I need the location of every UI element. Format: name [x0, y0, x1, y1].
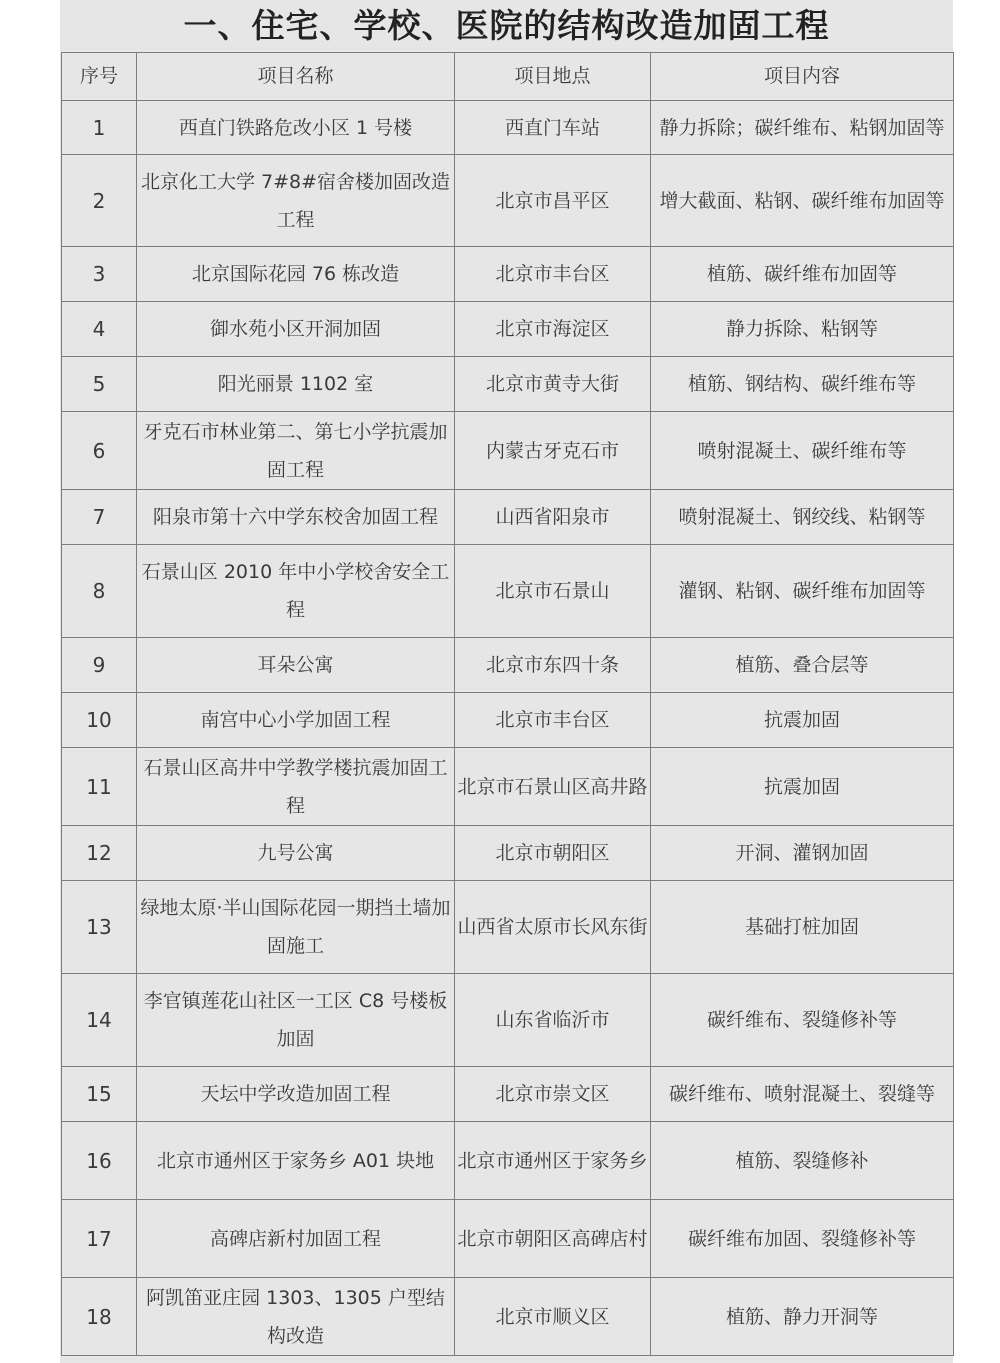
cell-project-name: 阿凯笛亚庄园 1303、1305 户型结构改造: [137, 1278, 455, 1356]
cell-index: 17: [62, 1200, 137, 1278]
cell-index: 12: [62, 826, 137, 881]
table-row: [62, 881, 954, 974]
cell-index: 13: [62, 881, 137, 974]
cell-index: 1: [62, 101, 137, 155]
cell-index: 7: [62, 490, 137, 545]
header-index: 序号: [62, 53, 137, 101]
page-title: 一、住宅、学校、医院的结构改造加固工程: [183, 6, 830, 45]
table-row: [62, 974, 954, 1067]
cell-project-location: 北京市通州区于家务乡: [455, 1122, 651, 1200]
cell-project-content: 静力拆除、粘钢等: [651, 302, 954, 357]
table-row: [62, 155, 954, 247]
cell-index: 6: [62, 412, 137, 490]
cell-project-content: 增大截面、粘钢、碳纤维布加固等: [651, 155, 954, 247]
cell-project-location: 北京市昌平区: [455, 155, 651, 247]
cell-project-content: 植筋、钢结构、碳纤维布等: [651, 357, 954, 412]
cell-project-content: 植筋、静力开洞等: [651, 1278, 954, 1356]
cell-project-content: 植筋、碳纤维布加固等: [651, 247, 954, 302]
cell-project-content: 碳纤维布、裂缝修补等: [651, 974, 954, 1067]
table-row: [62, 1067, 954, 1122]
cell-project-content: 植筋、叠合层等: [651, 638, 954, 693]
project-table: [61, 52, 954, 1356]
cell-index: 4: [62, 302, 137, 357]
table-header-row: [62, 53, 954, 101]
cell-project-name: 北京化工大学 7#8#宿舍楼加固改造工程: [137, 155, 455, 247]
cell-project-location: 山西省阳泉市: [455, 490, 651, 545]
cell-project-location: 北京市朝阳区高碑店村: [455, 1200, 651, 1278]
table-row: [62, 1278, 954, 1356]
cell-index: 11: [62, 748, 137, 826]
table-row: [62, 1122, 954, 1200]
cell-project-location: 北京市黄寺大街: [455, 357, 651, 412]
header-project-name: 项目名称: [137, 53, 455, 101]
cell-project-content: 基础打桩加固: [651, 881, 954, 974]
cell-index: 9: [62, 638, 137, 693]
cell-project-name: 石景山区 2010 年中小学校舍安全工程: [137, 545, 455, 638]
table-row: [62, 1200, 954, 1278]
header-project-location: 项目地点: [455, 53, 651, 101]
table-row: [62, 638, 954, 693]
cell-project-location: 北京市顺义区: [455, 1278, 651, 1356]
cell-project-location: 北京市海淀区: [455, 302, 651, 357]
cell-index: 15: [62, 1067, 137, 1122]
cell-project-location: 内蒙古牙克石市: [455, 412, 651, 490]
cell-project-location: 北京市石景山: [455, 545, 651, 638]
cell-index: 2: [62, 155, 137, 247]
cell-project-location: 山东省临沂市: [455, 974, 651, 1067]
cell-project-content: 抗震加固: [651, 693, 954, 748]
table-row: [62, 693, 954, 748]
cell-index: 3: [62, 247, 137, 302]
cell-project-name: 北京市通州区于家务乡 A01 块地: [137, 1122, 455, 1200]
cell-project-name: 牙克石市林业第二、第七小学抗震加固工程: [137, 412, 455, 490]
cell-index: 16: [62, 1122, 137, 1200]
table-row: [62, 357, 954, 412]
table-row: [62, 247, 954, 302]
cell-project-name: 石景山区高井中学教学楼抗震加固工程: [137, 748, 455, 826]
table-row: [62, 826, 954, 881]
cell-project-name: 高碑店新村加固工程: [137, 1200, 455, 1278]
cell-index: 10: [62, 693, 137, 748]
cell-project-location: 山西省太原市长风东街: [455, 881, 651, 974]
cell-project-name: 耳朵公寓: [137, 638, 455, 693]
cell-project-name: 御水苑小区开洞加固: [137, 302, 455, 357]
cell-project-content: 开洞、灌钢加固: [651, 826, 954, 881]
document-page: [60, 0, 953, 1363]
cell-project-name: 北京国际花园 76 栋改造: [137, 247, 455, 302]
table-row: [62, 545, 954, 638]
cell-project-location: 北京市朝阳区: [455, 826, 651, 881]
cell-project-name: 天坛中学改造加固工程: [137, 1067, 455, 1122]
cell-project-content: 喷射混凝土、碳纤维布等: [651, 412, 954, 490]
cell-project-name: 南宫中心小学加固工程: [137, 693, 455, 748]
table-row: [62, 412, 954, 490]
cell-project-name: 九号公寓: [137, 826, 455, 881]
cell-project-content: 抗震加固: [651, 748, 954, 826]
table-row: [62, 490, 954, 545]
cell-project-content: 喷射混凝土、钢绞线、粘钢等: [651, 490, 954, 545]
cell-project-name: 西直门铁路危改小区 1 号楼: [137, 101, 455, 155]
cell-project-content: 植筋、裂缝修补: [651, 1122, 954, 1200]
cell-project-name: 李官镇莲花山社区一工区 C8 号楼板加固: [137, 974, 455, 1067]
table-row: [62, 101, 954, 155]
cell-project-name: 绿地太原·半山国际花园一期挡土墙加固施工: [137, 881, 455, 974]
table-row: [62, 748, 954, 826]
cell-project-location: 北京市崇文区: [455, 1067, 651, 1122]
cell-index: 5: [62, 357, 137, 412]
cell-index: 14: [62, 974, 137, 1067]
cell-project-location: 北京市丰台区: [455, 247, 651, 302]
cell-project-location: 北京市丰台区: [455, 693, 651, 748]
cell-project-content: 灌钢、粘钢、碳纤维布加固等: [651, 545, 954, 638]
cell-project-location: 北京市东四十条: [455, 638, 651, 693]
cell-project-location: 西直门车站: [455, 101, 651, 155]
table-row: [62, 302, 954, 357]
cell-project-name: 阳泉市第十六中学东校舍加固工程: [137, 490, 455, 545]
cell-index: 8: [62, 545, 137, 638]
cell-project-content: 静力拆除；碳纤维布、粘钢加固等: [651, 101, 954, 155]
cell-project-content: 碳纤维布、喷射混凝土、裂缝等: [651, 1067, 954, 1122]
header-project-content: 项目内容: [651, 53, 954, 101]
cell-project-content: 碳纤维布加固、裂缝修补等: [651, 1200, 954, 1278]
cell-project-location: 北京市石景山区高井路: [455, 748, 651, 826]
cell-project-name: 阳光丽景 1102 室: [137, 357, 455, 412]
cell-index: 18: [62, 1278, 137, 1356]
